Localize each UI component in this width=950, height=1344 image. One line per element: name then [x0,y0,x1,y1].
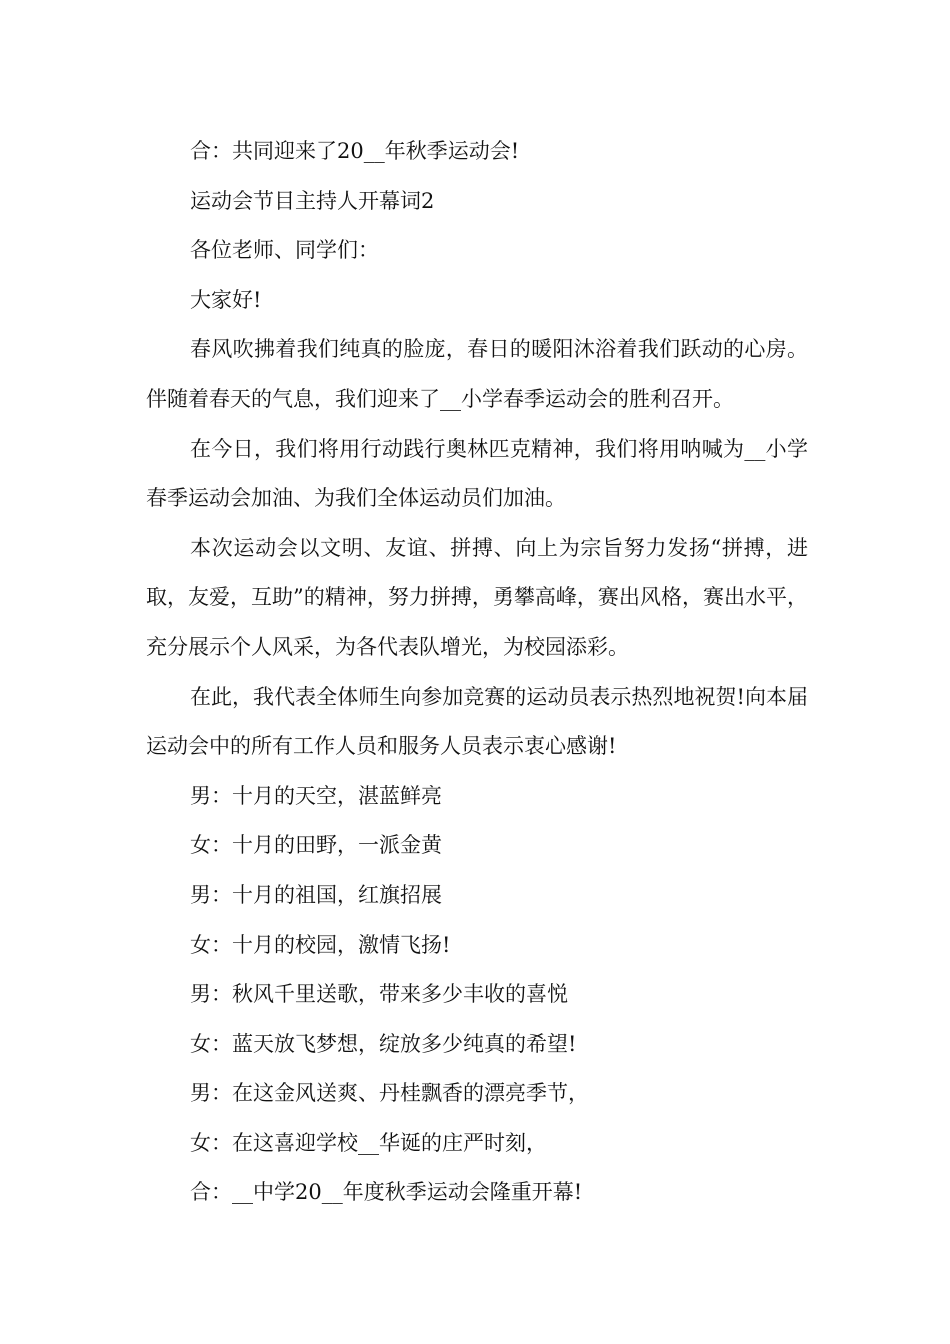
document-body [146,127,808,1218]
line-female-campus: 女：十月的校园，激情飞扬! [190,932,451,957]
line-female-blue-sky: 女：蓝天放飞梦想，绽放多少纯真的希望! [190,1031,577,1056]
line-male-sky: 男：十月的天空，湛蓝鲜亮 [190,783,442,808]
section-title: 运动会节目主持人开幕词2 [190,188,435,213]
paragraph-olympic-spirit: 在今日，我们将用行动践行奥林匹克精神，我们将用呐喊为__小学春季运动会加油、为我们全体运动员们加油。 [146,436,808,511]
paragraph-closing-chorus: 合：共同迎来了20__年秋季运动会! [190,139,520,163]
line-male-season: 男：在这金风送爽、丹桂飘香的漂亮季节， [190,1081,589,1106]
paragraph-congratulations: 在此，我代表全体师生向参加竞赛的运动员表示热烈地祝贺!向本届运动会中的所有工作人员和服务人员表示衷心感谢! [146,684,808,759]
line-female-anniversary: 女：在这喜迎学校__华诞的庄严时刻， [190,1130,547,1155]
line-male-autumn-wind: 男：秋风千里送歌，带来多少丰收的喜悦 [190,982,568,1007]
paragraph-greeting: 大家好! [190,287,262,312]
paragraph-purpose: 本次运动会以文明、友谊、拼搏、向上为宗旨努力发扬“拼搏，进取，友爱，互助”的精神，努力拼搏，勇攀高峰，赛出风格，赛出水平，充分展示个人风采，为各代表队增光，为校园添彩。 [146,535,808,659]
line-chorus-opening: 合：__中学20__年度秋季运动会隆重开幕! [190,1180,583,1205]
paragraph-spring-breeze: 春风吹拂着我们纯真的脸庞，春日的暖阳沐浴着我们跃动的心房。伴随着春天的气息，我们迎来了__小学春季运动会的胜利召开。 [146,337,808,411]
line-male-motherland: 男：十月的祖国，红旗招展 [190,882,442,907]
line-female-fields: 女：十月的田野，一派金黄 [190,833,442,858]
paragraph-salutation: 各位老师、同学们： [190,238,379,263]
